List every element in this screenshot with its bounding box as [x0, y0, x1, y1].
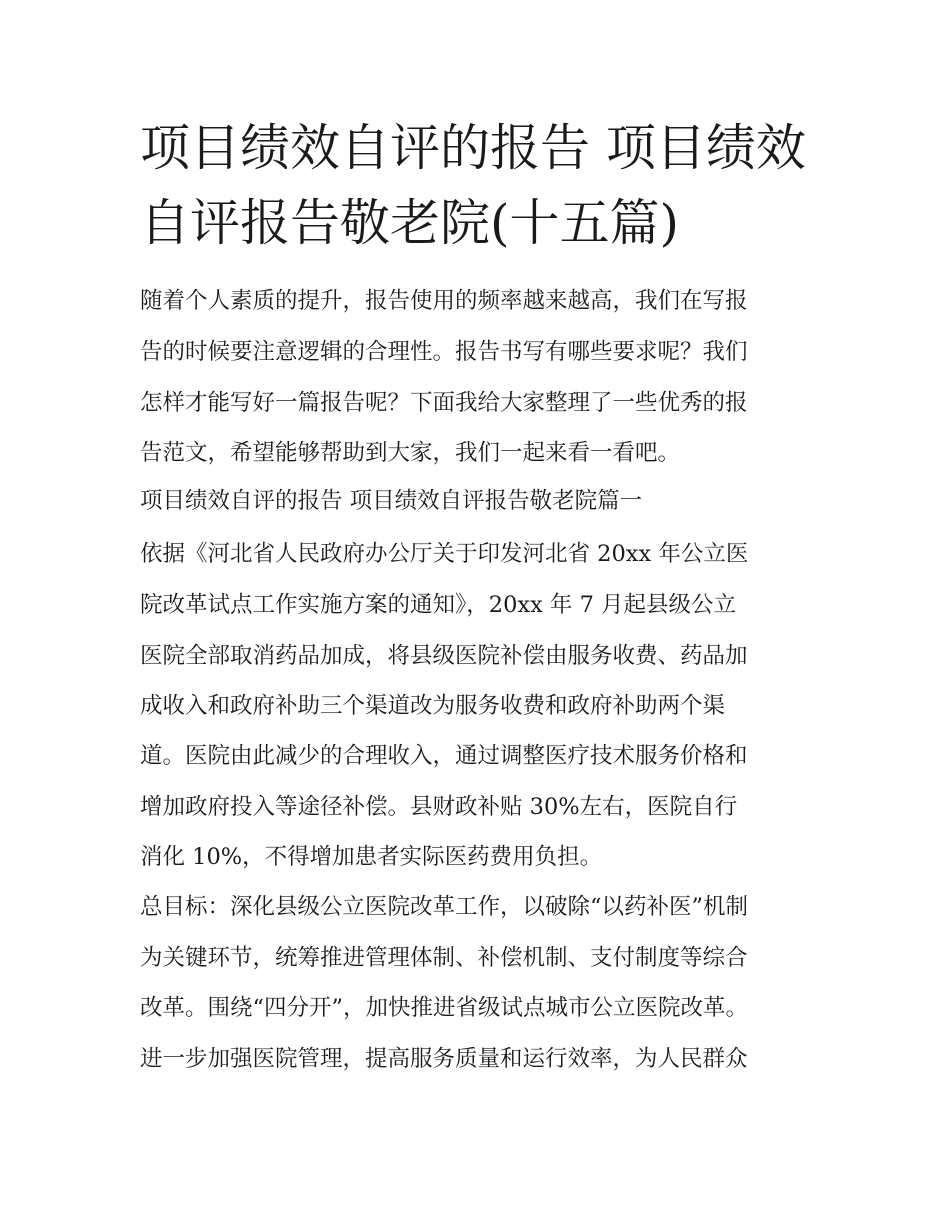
paragraph-line: 告的时候要注意逻辑的合理性。报告书写有哪些要求呢？我们 [140, 339, 748, 365]
paragraph-line: 依据《河北省人民政府办公厅关于印发河北省 20xx 年公立医 [140, 541, 749, 567]
paragraph-line: 道。医院由此减少的合理收入，通过调整医疗技术服务价格和 [140, 743, 748, 769]
paragraph-line: 医院全部取消药品加成，将县级医院补偿由服务收费、药品加 [140, 643, 748, 669]
paragraph-line: 消化 10%，不得增加患者实际医药费用负担。 [140, 844, 603, 870]
document-title-line-1: 项目绩效自评的报告 项目绩效 [140, 119, 806, 177]
paragraph-line: 告范文，希望能够帮助到大家，我们一起来看一看吧。 [140, 440, 681, 466]
paragraph-line: 成收入和政府补助三个渠道改为服务收费和政府补助两个渠 [140, 693, 726, 719]
paragraph-line: 改革。围绕“四分开”，加快推进省级试点城市公立医院改革。 [140, 995, 749, 1021]
paragraph-line: 随着个人素质的提升，报告使用的频率越来越高，我们在写报 [140, 288, 748, 314]
paragraph-line: 增加政府投入等途径补偿。县财政补贴 30%左右，医院自行 [140, 794, 738, 820]
paragraph-line: 为关键环节，统筹推进管理体制、补偿机制、支付制度等综合 [140, 945, 748, 971]
paragraph-line: 怎样才能写好一篇报告呢？下面我给大家整理了一些优秀的报 [140, 390, 748, 416]
section-heading: 项目绩效自评的报告 项目绩效自评报告敬老院篇一 [140, 488, 643, 514]
paragraph-line: 院改革试点工作实施方案的通知》，20xx 年 7 月起县级公立 [140, 592, 737, 618]
document-title-line-2: 自评报告敬老院(十五篇) [140, 194, 680, 252]
paragraph-line: 总目标：深化县级公立医院改革工作，以破除“以药补医”机制 [140, 894, 749, 920]
paragraph-line: 进一步加强医院管理，提高服务质量和运行效率，为人民群众 [140, 1046, 748, 1072]
